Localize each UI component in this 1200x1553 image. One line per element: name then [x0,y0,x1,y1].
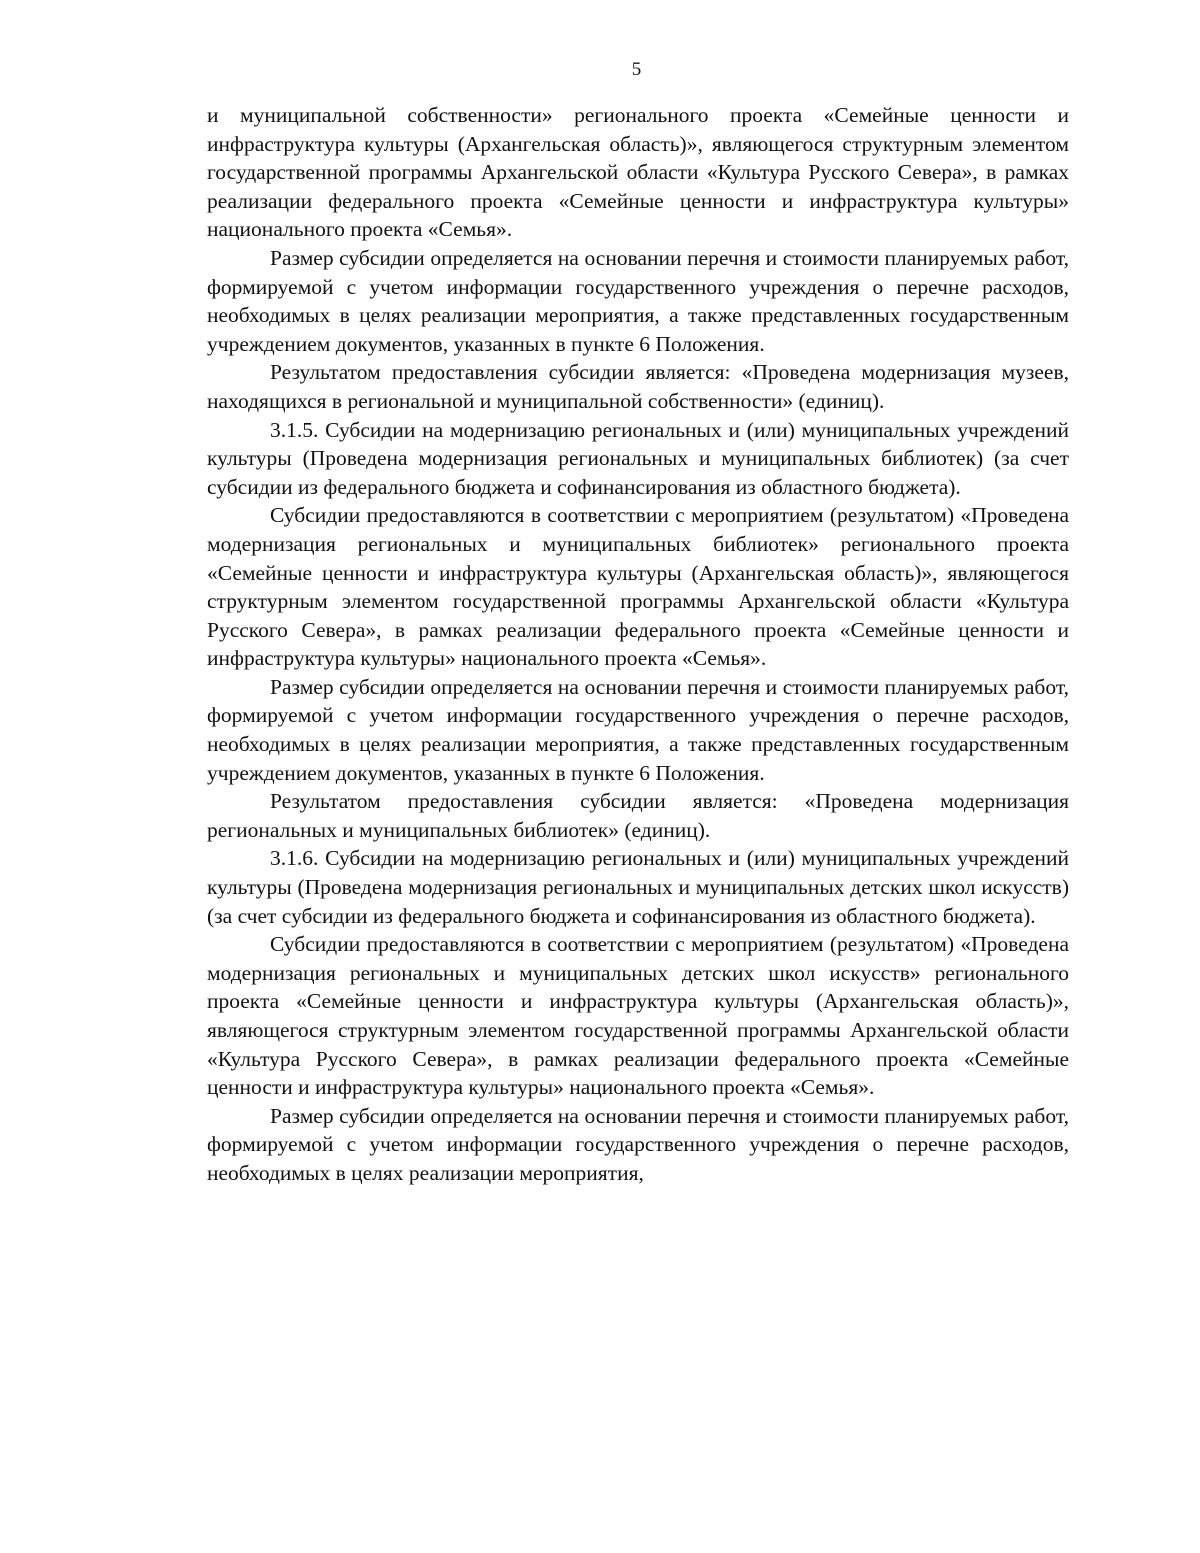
paragraph-continuation: и муниципальной собственности» регионального проекта «Семейные ценности и инфраструктура культуры (Архангельская область)», являющегося структурным элементом государственной программы Архангельской области «Культура Русского Севера», в рамках реализации федерального проекта «Семейные ценности и инфраструктура культуры» национального проекта «Семья». [207,103,1069,242]
paragraph-section-3-1-6: 3.1.6. Субсидии на модернизацию региональных и (или) муниципальных учреждений культуры (Проведена модернизация региональных и муниципальных детских школ искусств) (за счет субсидии из федерального бюджета и софинансирования из областного бюджета). [207,846,1069,928]
paragraph-subsidy-provision: Субсидии предоставляются в соответствии с мероприятием (результатом) «Проведена модернизация региональных и муниципальных детских школ искусств» регионального проекта «Семейные ценности и инфраструктура культуры (Архангельская область)», являющегося структурным элементом государственной программы Архангельской области «Культура Русского Севера», в рамках реализации федерального проекта «Семейные ценности и инфраструктура культуры» национального проекта «Семья». [207,932,1069,1100]
paragraph-subsidy-amount: Размер субсидии определяется на основании перечня и стоимости планируемых работ, формируемой с учетом информации государственного учреждения о перечне расходов, необходимых в целях реализации мероприятия, а также представленных государственным учреждением документов, указанных в пункте 6 Положения. [207,674,1069,785]
page-number: 5 [631,59,642,80]
paragraph-subsidy-amount: Размер субсидии определяется на основании перечня и стоимости планируемых работ, формируемой с учетом информации государственного учреждения о перечне расходов, необходимых в целях реализации мероприятия, а также представленных государственным учреждением документов, указанных в пункте 6 Положения. [207,245,1069,356]
paragraph-subsidy-provision: Субсидии предоставляются в соответствии с мероприятием (результатом) «Проведена модернизация региональных и муниципальных библиотек» регионального проекта «Семейные ценности и инфраструктура культуры (Архангельская область)», являющегося структурным элементом государственной программы Архангельской области «Культура Русского Севера», в рамках реализации федерального проекта «Семейные ценности и инфраструктура культуры» национального проекта «Семья». [207,503,1069,671]
paragraph-subsidy-result: Результатом предоставления субсидии является: «Проведена модернизация региональных и муниципальных библиотек» (единиц). [207,789,1069,842]
paragraph-subsidy-result: Результатом предоставления субсидии является: «Проведена модернизация музеев, находящихся в региональной и муниципальной собственности» (единиц). [207,360,1069,413]
document-body [207,101,1069,1188]
paragraph-section-3-1-5: 3.1.5. Субсидии на модернизацию региональных и (или) муниципальных учреждений культуры (Проведена модернизация региональных и муниципальных библиотек) (за счет субсидии из федерального бюджета и софинансирования из областного бюджета). [207,417,1069,499]
paragraph-subsidy-amount: Размер субсидии определяется на основании перечня и стоимости планируемых работ, формируемой с учетом информации государственного учреждения о перечне расходов, необходимых в целях реализации мероприятия, [207,1103,1069,1185]
